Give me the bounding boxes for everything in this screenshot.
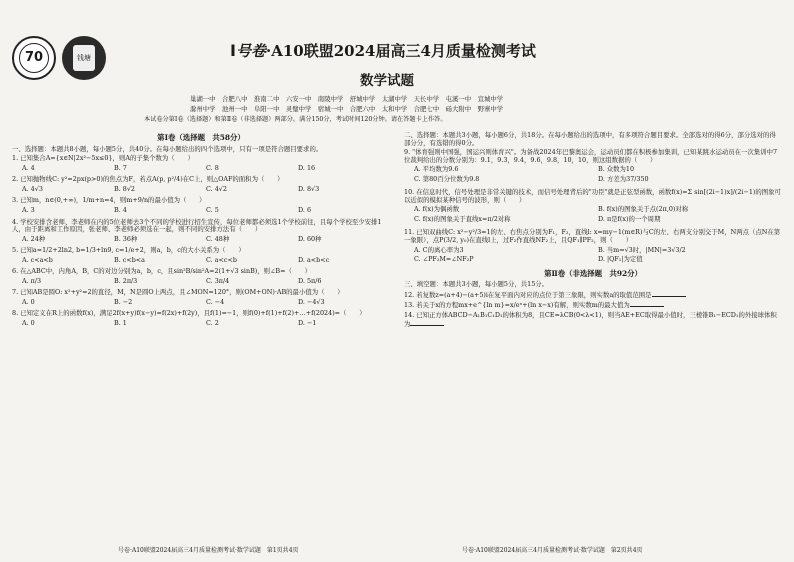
question-2: 2. 已知抛物线C: y²=2px(p>0)的焦点为F，若点A(p, p²/4)在C上，则△OAF的面积为（ ） bbox=[12, 175, 284, 184]
question-12-text: 12. 若复数z=(a+4)−(a+5)i在复平面内对应的点位于第三象限，则实数a的取值范围是 bbox=[404, 290, 652, 299]
question-8: 8. 已知定义在R上的函数f(x)，满足2f(x+y)f(x−y)=f(2x)+f(2y)，且f(1)=−1，则f(0)+f(1)+f(2)+…+f(2024)=（ ） bbox=[12, 309, 366, 318]
subject-title: 数学试题 bbox=[360, 73, 414, 89]
option: D. 方差为37/350 bbox=[598, 174, 649, 183]
footer-left: 号卷·A10联盟2024届高三4月质量检测考试·数学试题 第1页共4页 bbox=[118, 547, 299, 554]
option: D. 60种 bbox=[298, 234, 322, 243]
question-12 bbox=[404, 291, 782, 300]
question-1-options bbox=[22, 165, 390, 173]
option: A. 0 bbox=[22, 319, 35, 328]
option: C. 5 bbox=[206, 206, 219, 215]
footer-right: 号卷·A10联盟2024届高三4月质量检测考试·数学试题 第2页共4页 bbox=[462, 547, 643, 554]
option: B. 4 bbox=[114, 206, 127, 215]
question-9: 9. "体育强则中国强，国运兴则体育兴"。为备战2024年巴黎奥运会，运动员们都在积极参加集训，已知某跳水运动员在一次集训中7位裁判给出的分数分别为：9.1，9.3，9.4，9.6，9.8，10，10，则这组数据的（ ） bbox=[404, 148, 778, 164]
option: D. −4√3 bbox=[298, 297, 325, 306]
option: A. 24种 bbox=[22, 234, 46, 243]
option: B. 当m=√3时，|MN|=3√3/2 bbox=[598, 245, 686, 254]
option: C. 48种 bbox=[206, 234, 230, 243]
school-logo-seal bbox=[12, 36, 56, 80]
left-column bbox=[12, 132, 390, 332]
question-11: 11. 已知双曲线C: x²−y²/3=1的左、右焦点分别为F₁，F₂，直线l: x=my−1(m∈R)与C的左、右两支分别交于M，N两点（点N在第一象限），点P(3/2, y₀)在直线l上，过F₂作直线NF₂上，且QF₁∥PF₂，则（ ） bbox=[404, 228, 781, 245]
answer-blank bbox=[410, 320, 444, 326]
question-8-options bbox=[22, 320, 390, 328]
question-10: 10. 在信息时代，信号处理是非常关键的技术，而信号处理背后的"功臣"就是正弦型函数，函数f(x)=Σ sin[(2i−1)x]/(2i−1)的图象可以近似的模拟某种信号的波形，则（ ） bbox=[404, 188, 781, 204]
section-intro: 三、填空题：本题共3小题，每小题5分，共15分。 bbox=[404, 280, 549, 289]
exam-title bbox=[230, 42, 610, 61]
option: C. 4√2 bbox=[206, 184, 227, 193]
option: D. a<b<c bbox=[298, 255, 330, 264]
option: D. 8√3 bbox=[298, 184, 320, 193]
part2-title: 第Ⅱ卷（非选择题 共92分） bbox=[544, 268, 642, 278]
right-column bbox=[404, 132, 782, 330]
section-intro: 一、选择题：本题共8小题，每小题5分，共40分。在每小题给出的四个选项中，只有一项是符合题目要求的。 bbox=[12, 144, 323, 153]
option: B. 2π/3 bbox=[114, 276, 138, 285]
option: B. c<b<a bbox=[114, 255, 145, 264]
brand-mark: I bbox=[230, 41, 236, 60]
option: A. 4 bbox=[22, 163, 35, 172]
option: B. 36种 bbox=[114, 234, 138, 243]
question-14 bbox=[404, 312, 782, 328]
option: C. 3π/4 bbox=[206, 276, 230, 285]
option: D. π是f(x)的一个周期 bbox=[598, 214, 661, 223]
question-3-options bbox=[22, 207, 390, 215]
option: B. −2 bbox=[114, 297, 133, 306]
option: A. f(x)为偶函数 bbox=[414, 205, 460, 214]
option: A. 0 bbox=[22, 297, 35, 306]
option: B. 1 bbox=[114, 319, 127, 328]
option: B. 7 bbox=[114, 163, 127, 172]
option: C. 8 bbox=[206, 163, 219, 172]
option: A. c<a<b bbox=[22, 255, 53, 264]
option: D. 16 bbox=[298, 163, 316, 172]
option: C. 2 bbox=[206, 319, 219, 328]
question-2-options bbox=[22, 186, 390, 194]
option: A. π/3 bbox=[22, 276, 42, 285]
question-9-options bbox=[414, 166, 782, 185]
option: C. f(x)的图象关于直线x=π/2对称 bbox=[414, 214, 511, 223]
option: B. 众数为10 bbox=[598, 165, 635, 174]
answer-blank bbox=[630, 301, 664, 307]
question-1: 1. 已知集合A={x∈N|2x²−5x≤0}，则A的子集个数为（ ） bbox=[12, 154, 194, 163]
exam-title-text: ·A10联盟2024届高三4月质量检测考试 bbox=[265, 42, 536, 60]
brand-text: 号卷 bbox=[235, 42, 266, 60]
question-3: 3. 已知m，n∈(0,+∞)，1/m+n=4，则m+9/n的最小值为（ ） bbox=[12, 196, 206, 205]
option: B. f(x)的图象关于点(2π,0)对称 bbox=[598, 205, 689, 214]
school-list bbox=[190, 96, 610, 115]
option: D. −1 bbox=[298, 319, 317, 328]
question-7: 7. 已知AB是圆O: x²+y²=2的直径，M，N是圆O上两点，且∠MON=120°，则(OM+ON)·AB的最小值为（ ） bbox=[12, 288, 344, 297]
answer-blank bbox=[652, 291, 686, 297]
question-13-text: 13. 若关于x的方程mx+e^{ln m}=x/eˣ+(ln x−x)有解，则实数m的最大值为 bbox=[404, 301, 630, 310]
school-logo-emblem bbox=[62, 36, 106, 80]
section-intro: 二、选择题：本题共3小题，每小题6分，共18分。在每小题给出的选项中，有多项符合题目要求。全部选对的得6分，部分选对的得部分分，有选错的得0分。 bbox=[404, 131, 776, 147]
question-10-options bbox=[414, 206, 782, 225]
option: D. |QF₁|为定值 bbox=[598, 255, 643, 264]
option: D. 5π/6 bbox=[298, 276, 322, 285]
part1-title: 第Ⅰ卷（选择题 共58分） bbox=[157, 133, 245, 142]
exam-note: 本试卷分第Ⅰ卷（选择题）和第Ⅱ卷（非选择题）两部分。满分150分，考试时间120分钟。请在答题卡上作答。 bbox=[144, 116, 447, 123]
option: C. ∠PF₂M=∠NF₂P bbox=[414, 255, 474, 264]
option: C. 第80百分位数为9.8 bbox=[414, 174, 480, 183]
question-7-options bbox=[22, 299, 390, 307]
school-line: 巢湖一中 合肥八中 淮南二中 六安一中 南陵中学 舒城中学 太湖中学 天长中学 屯溪一中 宣城中学 bbox=[190, 95, 504, 103]
option: A. 3 bbox=[22, 206, 35, 215]
option: A. 4√3 bbox=[22, 184, 43, 193]
question-6-options bbox=[22, 278, 390, 286]
option: C. a<c<b bbox=[206, 255, 237, 264]
question-6: 6. 在△ABC中，内角A，B，C的对边分别为a，b，c，且sin²B/sin²A=2(1+√3 sinB)，则∠B=（ ） bbox=[12, 267, 312, 276]
question-11-options bbox=[414, 247, 782, 266]
question-5-options bbox=[22, 257, 390, 265]
logo-emblem-text: 钱塘 bbox=[73, 45, 95, 71]
question-13 bbox=[404, 301, 782, 310]
school-line: 滁州中学 池州一中 阜阳一中 灵璧中学 宿城一中 合肥六中 太和中学 合肥七中 砀大附中 野寨中学 bbox=[190, 104, 504, 113]
question-14-text: 14. 已知正方体ABCD−A₁B₁C₁D₁的体积为8，且CE=λCB(0<λ<1)，则当AE+EC取得最小值时，三棱锥B₁−ECD₁的外接球体积为 bbox=[404, 311, 777, 328]
question-4-options bbox=[22, 236, 390, 244]
option: C. −4 bbox=[206, 297, 225, 306]
option: B. 8√2 bbox=[114, 184, 135, 193]
option: A. 平均数为9.6 bbox=[414, 165, 459, 174]
option: D. 6 bbox=[298, 206, 312, 215]
option: A. C的离心率为3 bbox=[414, 245, 464, 254]
question-4: 4. 学校安排含老师、李老师在内的5位老师去3个不同的学校进行招生宣传，每位老师都必须选1个学校前往，且每个学校至少安排1人，由于距离和工作原因，张老师、李老师必须选在一起，则不同的安排方法有（ ） bbox=[12, 217, 382, 234]
logo-seal-text: 70 bbox=[19, 43, 49, 73]
question-5: 5. 已知a=1/2+2ln2, b=1/3+ln9, c=1/e+2，则a，b，c的大小关系为（ ） bbox=[12, 246, 245, 255]
